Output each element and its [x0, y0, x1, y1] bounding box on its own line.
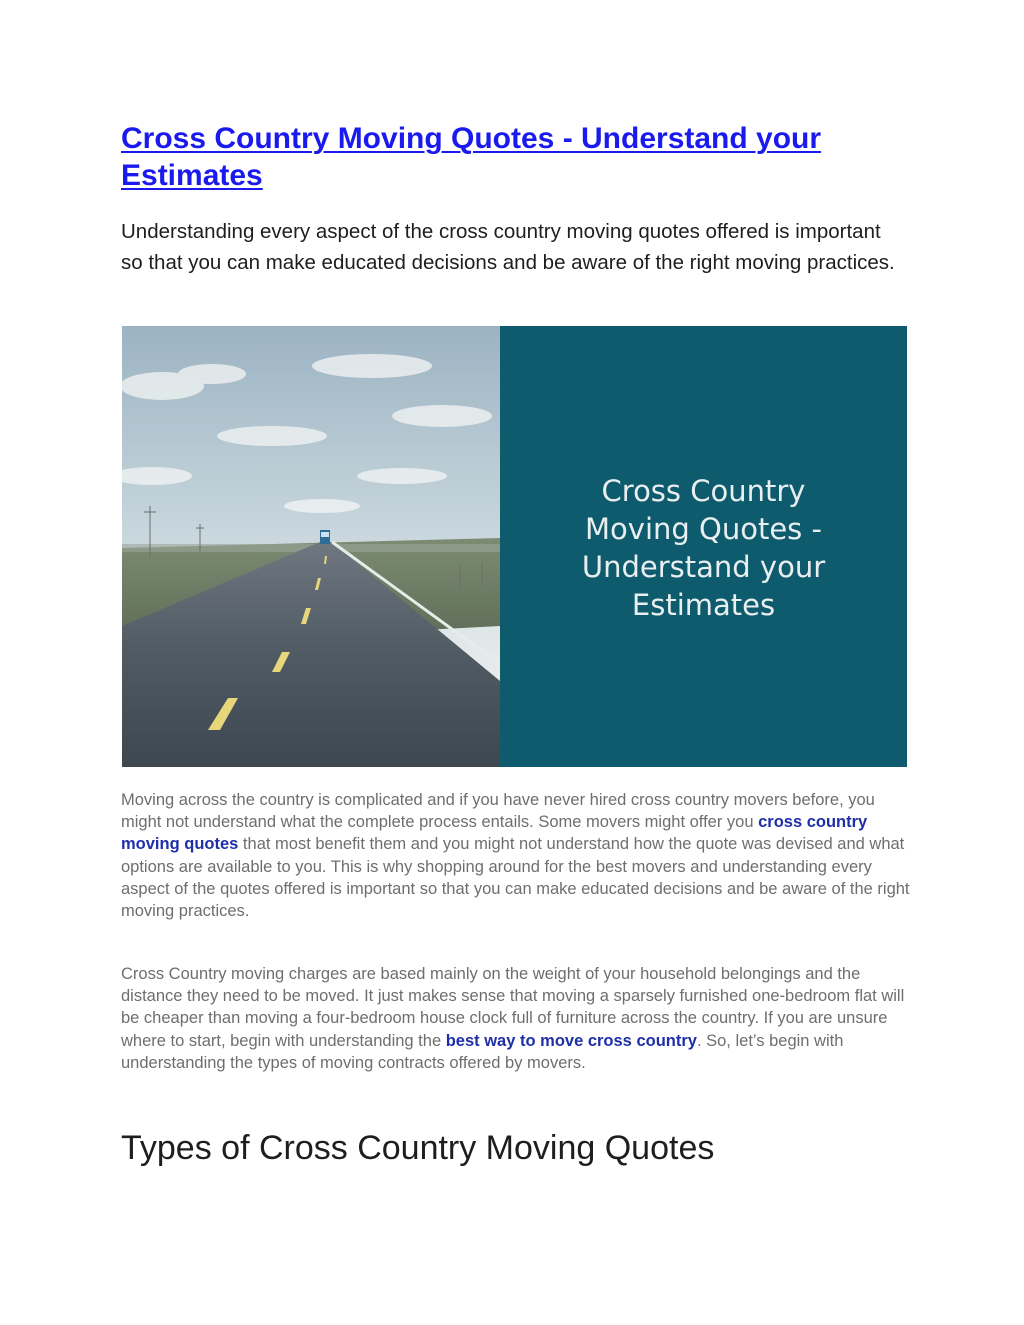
- banner-image: [122, 326, 907, 767]
- paragraph-2-text-end: . So, let’s begin with understanding the types of moving contracts offered by movers.: [121, 1031, 844, 1072]
- body-paragraph-2: [121, 963, 911, 1074]
- highway-photo: [122, 326, 500, 767]
- banner-caption: Cross Country Moving Quotes - Understand your Estimates: [581, 474, 826, 622]
- cross-country-moving-quotes-link[interactable]: cross country moving quotes: [121, 813, 868, 854]
- paragraph-1-text-start: Moving across the country is complicated and if you have never hired cross country movers before, you might not understand what the complete process entails. Some movers might offer you: [121, 791, 875, 832]
- body-paragraph-1: [121, 789, 911, 922]
- paragraph-2-text-start: Cross Country moving charges are based mainly on the weight of your household belongings and the distance they need to be moved. It just makes sense that moving a sparsely furnished one-bedroom flat will be cheaper than moving a four-bedroom house clock full of furniture across the country. If you are unsure where to start, begin with understanding the: [121, 965, 905, 1050]
- lead-paragraph: Understanding every aspect of the cross country moving quotes offered is important so that you can make educated decisions and be aware of the right moving practices.: [121, 220, 895, 274]
- best-way-to-move-link[interactable]: best way to move cross country: [445, 1031, 697, 1050]
- paragraph-1-text-end: that most benefit them and you might not understand how the quote was devised and what options are available to you. This is why shopping around for the best movers and understanding every aspect of the quotes offered is important so that you can make educated decisions and be aware of the right moving practices.: [121, 835, 910, 921]
- section-heading: Types of Cross Country Moving Quotes: [121, 1129, 715, 1167]
- article-title-link[interactable]: Cross Country Moving Quotes - Understand your Estimates: [121, 122, 822, 192]
- banner-panel: [500, 326, 907, 767]
